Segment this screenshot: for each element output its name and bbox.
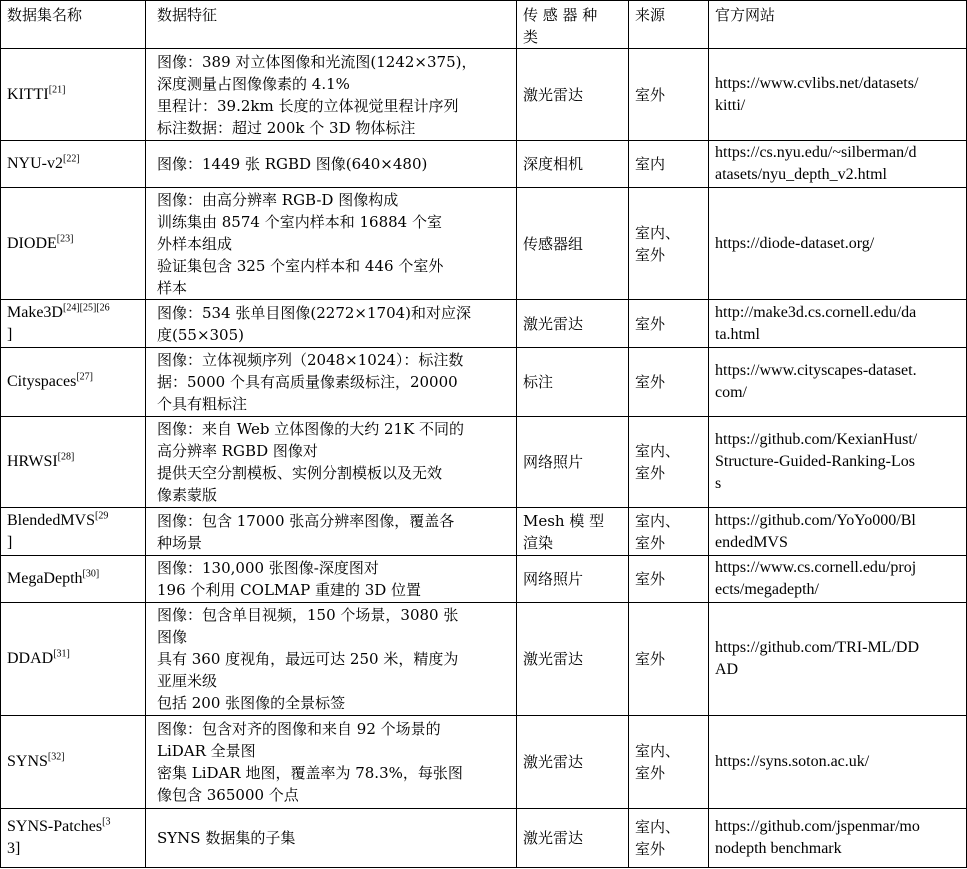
dataset-sensor: 标注 [517, 348, 629, 417]
table-row [1, 348, 967, 417]
header-sensor: 传 感 器 种 类 [517, 1, 629, 49]
dataset-url[interactable]: https://syns.soton.ac.uk/ [709, 716, 967, 809]
dataset-name: DIODE[23] [1, 188, 146, 300]
header-source: 来源 [629, 1, 709, 49]
dataset-features: 图像：包含单目视频，150 个场景，3080 张 图像 具有 360 度视角，最远可达 250 米，精度为 亚厘米级 包括 200 张图像的全景标签 [146, 603, 517, 716]
dataset-sensor: 激光雷达 [517, 716, 629, 809]
dataset-features: 图像：来自 Web 立体图像的大约 21K 不同的 高分辨率 RGBD 图像对 提供天空分割模板、实例分割模板以及无效 像素蒙版 [146, 417, 517, 508]
table-row [1, 508, 967, 556]
table-row [1, 188, 967, 300]
table-row [1, 417, 967, 508]
dataset-features: 图像：534 张单目图像(2272×1704)和对应深 度(55×305) [146, 300, 517, 348]
dataset-sensor: Mesh 模 型 渲染 [517, 508, 629, 556]
dataset-url[interactable]: https://www.cvlibs.net/datasets/ kitti/ [709, 49, 967, 141]
dataset-source: 室外 [629, 49, 709, 141]
dataset-features: 图像：包含对齐的图像和来自 92 个场景的 LiDAR 全景图 密集 LiDAR 地图，覆盖率为 78.3%，每张图 像包含 365000 个点 [146, 716, 517, 809]
dataset-source: 室外 [629, 300, 709, 348]
dataset-features: SYNS 数据集的子集 [146, 809, 517, 868]
dataset-features: 图像：1449 张 RGBD 图像(640×480) [146, 141, 517, 188]
dataset-source: 室内 [629, 141, 709, 188]
dataset-sensor: 网络照片 [517, 556, 629, 603]
table-row [1, 141, 967, 188]
dataset-features: 图像：包含 17000 张高分辨率图像，覆盖各 种场景 [146, 508, 517, 556]
header-name: 数据集名称 [1, 1, 146, 49]
dataset-url[interactable]: http://make3d.cs.cornell.edu/da ta.html [709, 300, 967, 348]
header-features: 数据特征 [146, 1, 517, 49]
dataset-url[interactable]: https://github.com/YoYo000/Bl endedMVS [709, 508, 967, 556]
dataset-source: 室内、 室外 [629, 716, 709, 809]
dataset-sensor: 深度相机 [517, 141, 629, 188]
dataset-name: DDAD[31] [1, 603, 146, 716]
dataset-sensor: 传感器组 [517, 188, 629, 300]
dataset-source: 室内、 室外 [629, 417, 709, 508]
dataset-source: 室内、 室外 [629, 188, 709, 300]
dataset-sensor: 网络照片 [517, 417, 629, 508]
dataset-name: BlendedMVS$^{[29}$ ] [1, 508, 146, 556]
dataset-source: 室外 [629, 348, 709, 417]
dataset-sensor: 激光雷达 [517, 603, 629, 716]
dataset-url[interactable]: https://cs.nyu.edu/~silberman/d atasets/nyu_depth_v2.html [709, 141, 967, 188]
dataset-name: MegaDepth[30] [1, 556, 146, 603]
dataset-url[interactable]: https://github.com/jspenmar/mo nodepth benchmark [709, 809, 967, 868]
dataset-url[interactable]: https://diode-dataset.org/ [709, 188, 967, 300]
dataset-url[interactable]: https://www.cs.cornell.edu/proj ects/megadepth/ [709, 556, 967, 603]
table-row [1, 300, 967, 348]
table-row [1, 603, 967, 716]
dataset-name: $Make3D^{[24][25][26}$ ] [1, 300, 146, 348]
dataset-url[interactable]: https://github.com/KexianHust/ Structure-Guided-Ranking-Los s [709, 417, 967, 508]
dataset-url[interactable]: https://www.cityscapes-dataset. com/ [709, 348, 967, 417]
dataset-sensor: 激光雷达 [517, 300, 629, 348]
dataset-features: 图像：立体视频序列（2048×1024）：标注数 据：5000 个具有高质量像素级标注，20000 个具有粗标注 [146, 348, 517, 417]
table-row [1, 716, 967, 809]
dataset-sensor: 激光雷达 [517, 49, 629, 141]
header-site: 官方网站 [709, 1, 967, 49]
dataset-source: 室内、 室外 [629, 508, 709, 556]
dataset-name: HRWSI[28] [1, 417, 146, 508]
dataset-source: 室内、 室外 [629, 809, 709, 868]
dataset-source: 室外 [629, 556, 709, 603]
header-row [1, 1, 967, 49]
dataset-features: 图像：389 对立体图像和光流图(1242×375)， 深度测量占图像像素的 4.1% 里程计：39.2km 长度的立体视觉里程计序列 标注数据：超过 200k 个 3D 物体标注 [146, 49, 517, 141]
dataset-name: Cityspaces[27] [1, 348, 146, 417]
dataset-features: 图像：130,000 张图像-深度图对 196 个利用 COLMAP 重建的 3D 位置 [146, 556, 517, 603]
dataset-source: 室外 [629, 603, 709, 716]
dataset-name: NYU-v2[22] [1, 141, 146, 188]
dataset-name: SYNS-Patches$^{[3}$ 3] [1, 809, 146, 868]
dataset-features: 图像：由高分辨率 RGB-D 图像构成 训练集由 8574 个室内样本和 16884 个室 外样本组成 验证集包含 325 个室内样本和 446 个室外 样本 [146, 188, 517, 300]
dataset-name: KITTI[21] [1, 49, 146, 141]
dataset-sensor: 激光雷达 [517, 809, 629, 868]
table-row [1, 809, 967, 868]
table-row [1, 49, 967, 141]
dataset-url[interactable]: https://github.com/TRI-ML/DD AD [709, 603, 967, 716]
dataset-name: SYNS[32] [1, 716, 146, 809]
table-row [1, 556, 967, 603]
